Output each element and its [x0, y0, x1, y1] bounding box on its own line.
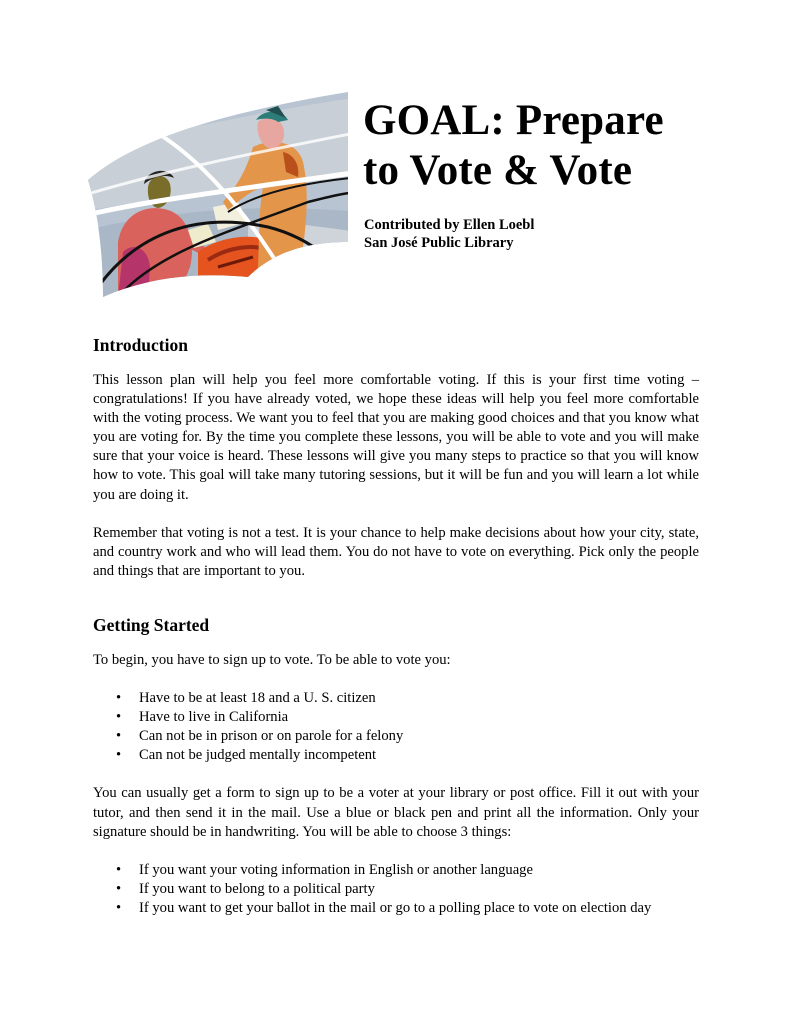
form-paragraph: You can usually get a form to sign up to be a voter at your library or post office. Fill it out with your tutor, and then send it in the mail. Use a blue or black pen and print all the information. Only your signature should be in handwriting. You will be able to choose 3 things:	[93, 785, 699, 840]
list-item: • Can not be in prison or on parole for a felony	[93, 727, 699, 746]
list-item: • Can not be judged mentally incompetent	[93, 746, 699, 765]
requirements-list	[93, 689, 699, 765]
contributor-block	[364, 216, 534, 252]
list-item: • If you want to belong to a political party	[93, 880, 699, 899]
bullet-icon: •	[116, 861, 122, 878]
list-item: • Have to be at least 18 and a U. S. citizen	[93, 689, 699, 708]
getting-started-heading: Getting Started	[93, 614, 210, 635]
bullet-icon: •	[116, 709, 122, 726]
voting-people-clipart-icon	[78, 92, 360, 297]
document-body	[93, 334, 699, 918]
title-line-2: to Vote & Vote	[363, 147, 633, 194]
organization-name: San José Public Library	[364, 235, 514, 251]
page-title	[363, 96, 664, 196]
contributor-name: Contributed by Ellen Loebl	[364, 217, 535, 233]
introduction-paragraph-2: Remember that voting is not a test. It is your chance to help make decisions about how your city, state, and country work and who will lead them. You do not have to vote on everything. Pick only the people and things that are important to you.	[93, 524, 699, 579]
list-item: • Have to live in California	[93, 708, 699, 727]
bullet-icon: •	[116, 747, 122, 764]
list-item: • If you want your voting information in English or another language	[93, 861, 699, 880]
bullet-icon: •	[116, 880, 122, 897]
title-line-1: GOAL: Prepare	[363, 97, 664, 144]
bullet-icon: •	[116, 728, 122, 745]
introduction-heading: Introduction	[93, 335, 188, 355]
list-item: • If you want to get your ballot in the mail or go to a polling place to vote on election day	[93, 899, 699, 918]
bullet-icon: •	[116, 899, 122, 916]
introduction-paragraph-1: This lesson plan will help you feel more comfortable voting. If this is your first time voting – congratulations! If you have already voted, we hope these ideas will help you feel more comfortable with the voting process. We want you to feel that you are making good choices and that you know what you are voting for. By the time you complete these lessons, you will be able to vote and you will make sure that your voice is heard. These lessons will give you many steps to practice so that you will know how to vote. This goal will take many tutoring sessions, but it will be fun and you will learn a lot while you are doing it.	[93, 372, 699, 503]
bullet-icon: •	[116, 690, 122, 707]
choices-list	[93, 861, 699, 918]
getting-started-intro: To begin, you have to sign up to vote. To be able to vote you:	[93, 651, 451, 668]
